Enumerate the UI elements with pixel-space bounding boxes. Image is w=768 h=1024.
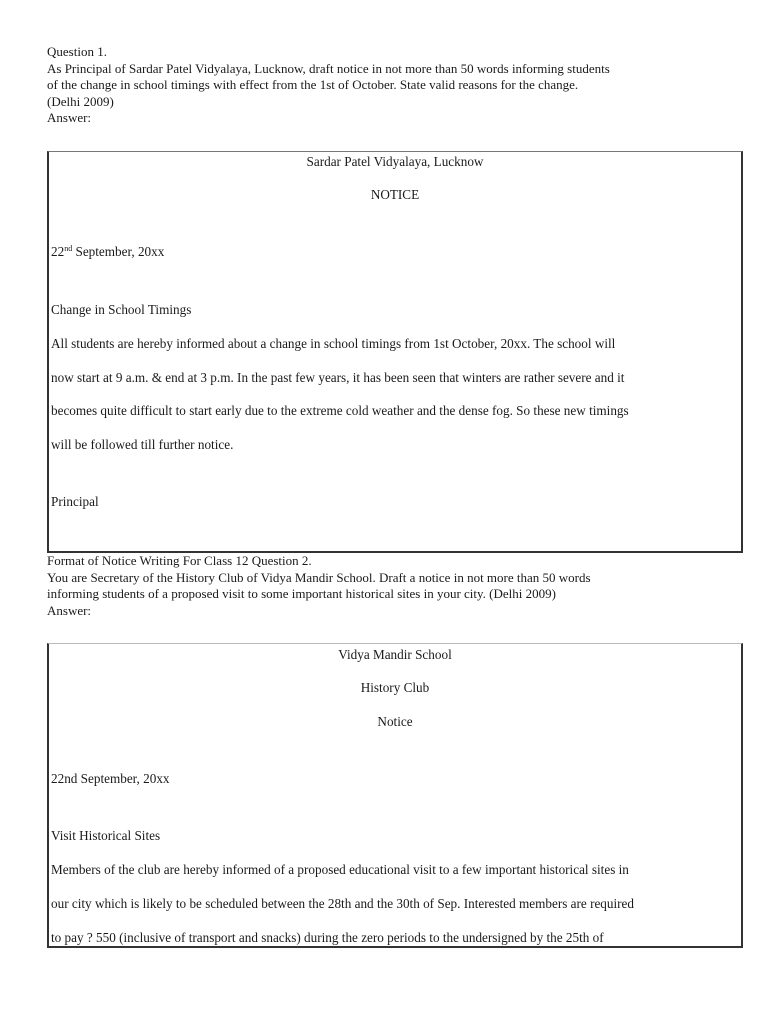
notice-1-date-day: 22 — [51, 244, 65, 259]
notice-2-club: History Club — [360, 680, 430, 695]
notice-1-body-line1: All students are hereby informed about a change in school timings from 1st October, 20xx. The school will — [51, 336, 616, 351]
notice-2-body-line3: to pay ? 550 (inclusive of transport and snacks) during the zero periods to the undersigned by the 25th of — [51, 930, 604, 945]
question-2-answer-label: Answer: — [47, 602, 92, 618]
notice-1-signature: Principal — [51, 494, 99, 509]
notice-1-body-line4: will be followed till further notice. — [51, 437, 234, 452]
notice-1-school: Sardar Patel Vidyalaya, Lucknow — [306, 154, 484, 169]
notice-1-body-line2: now start at 9 a.m. & end at 3 p.m. In the past few years, it has been seen that winters are rather severe and it — [51, 370, 625, 385]
notice-1-subject: Change in School Timings — [51, 302, 192, 317]
notice-1-date — [51, 244, 164, 260]
notice-2-subject: Visit Historical Sites — [51, 828, 161, 843]
question-1-source: (Delhi 2009) — [47, 93, 114, 109]
notice-2-school: Vidya Mandir School — [338, 647, 452, 662]
question-2-prompt-line2: informing students of a proposed visit to some important historical sites in your city. (Delhi 2009) — [47, 586, 556, 601]
notice-1-date-rest: September, 20xx — [72, 244, 165, 259]
notice-2-title: Notice — [377, 714, 413, 729]
question-1-heading: Question 1. — [47, 44, 107, 59]
notice-2-box — [47, 643, 743, 948]
notice-1-body-line3: becomes quite difficult to start early due to the extreme cold weather and the dense fog. So these new timings — [51, 403, 629, 418]
notice-2-body-line1: Members of the club are hereby informed of a proposed educational visit to a few important historical sites in — [51, 862, 629, 877]
notice-1-date-suffix: nd — [64, 244, 73, 253]
question-1-prompt-line2: of the change in school timings with effect from the 1st of October. State valid reasons for the change. — [47, 77, 579, 92]
notice-2-body-line2: our city which is likely to be scheduled between the 28th and the 30th of Sep. Interested members are required — [51, 896, 634, 911]
question-2 — [47, 553, 737, 619]
question-2-heading: Format of Notice Writing For Class 12 Question 2. — [47, 553, 312, 568]
question-1 — [47, 44, 737, 127]
notice-1-box — [47, 151, 743, 553]
notice-2-date: 22nd September, 20xx — [51, 771, 170, 786]
question-2-prompt-line1: You are Secretary of the History Club of Vidya Mandir School. Draft a notice in not more than 50 words — [47, 569, 591, 585]
notice-1-title: NOTICE — [370, 187, 420, 202]
question-1-answer-label: Answer: — [47, 110, 92, 125]
question-1-prompt-line1: As Principal of Sardar Patel Vidyalaya, Lucknow, draft notice in not more than 50 words informing students — [47, 60, 610, 76]
